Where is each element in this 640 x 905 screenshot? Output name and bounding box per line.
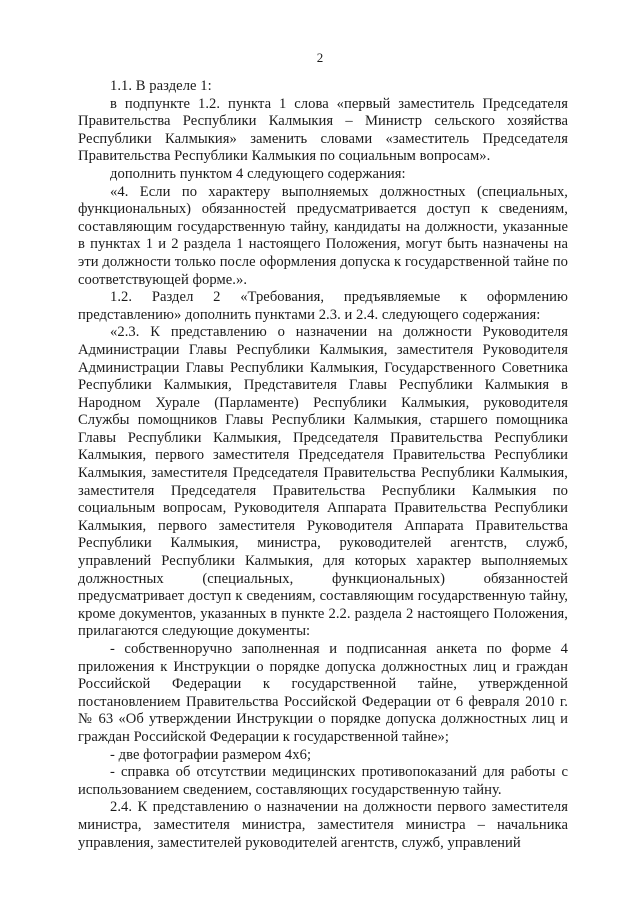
paragraph-replacement-clause: в подпункте 1.2. пункта 1 слова «первый заместитель Председателя Правительства Республики Калмыкия – Министр сельского хозяйства Республики Калмыкия» заменить словами «заместитель Председателя Правительства Республики Калмыкия по социальным вопросам». <box>78 95 568 165</box>
paragraph-1-2-heading: 1.2. Раздел 2 «Требования, предъявляемые к оформлению представлению» дополнить пунктами 2.3. и 2.4. следующего содержания: <box>78 289 568 323</box>
paragraph-1-1-heading: 1.1. В разделе 1: <box>110 78 212 94</box>
list-item-medical-certificate: - справка об отсутствии медицинских противопоказаний для работы с использованием сведением, составляющих государственную тайну. <box>78 764 568 798</box>
paragraph-2-4-text: 2.4. К представлению о назначении на должности первого заместителя министра, заместителя министра, заместителя министра – начальника управления, заместителей руководителей агентств, служб, управлений <box>78 799 568 851</box>
list-item-questionnaire: - собственноручно заполненная и подписанная анкета по форме 4 приложения к Инструкции о порядке допуска должностных лиц и граждан Российской Федерации к государственной тайне, утвержденной постановлением Правительства Российской Федерации от 6 февраля 2010 г. № 63 «Об утверждении Инструкции о порядке допуска должностных лиц и граждан Российской Федерации к государственной тайне»; <box>78 641 568 745</box>
page-number: 2 <box>316 50 324 65</box>
list-item-photos: - две фотографии размером 4х6; <box>110 746 312 763</box>
paragraph-add-item-4: дополнить пунктом 4 следующего содержания: <box>110 165 406 182</box>
paragraph-item-4-text: «4. Если по характеру выполняемых должностных (специальных, функциональных) обязанностей предусматривается доступ к сведениям, составляющим государственную тайну, кандидаты на должности, указанные в пунктах 1 и 2 раздела 1 настоящего Положения, могут быть назначены на эти должности только после оформления допуска к государственной тайне по соответствующей форме.». <box>78 183 568 288</box>
paragraph-2-3-text: «2.3. К представлению о назначении на должности Руководителя Администрации Главы Республики Калмыкия, заместителя Руководителя Администрации Главы Республики Калмыкия, Государственного Советника Республики Калмыкия, Представителя Главы Республики Калмыкия в Народном Хурале (Парламенте) Республики Калмыкия, руководителя Службы помощников Главы Республики Калмыкия, старшего помощника Главы Республики Калмыкия, Председателя Правительства Республики Калмыкия, первого заместителя Председателя Правительства Республики Калмыкия, заместителя Председателя Правительства Республики Калмыкия, заместителя Председателя Правительства Республики Калмыкия по социальным вопросам, Руководителя Аппарата Правительства Республики Калмыкия, первого заместителя Руководителя Аппарата Правительства Республики Калмыкия, министра, руководителей агентств, служб, управлений Республики Калмыкия, для которых характер выполняемых должностных (специальных, функциональных) обязанностей предусматривает доступ к сведениям, составляющим государственную тайну, кроме документов, указанных в пункте 2.2. раздела 2 настоящего Положения, прилагаются следующие документы: <box>78 324 568 640</box>
document-body <box>78 78 568 852</box>
